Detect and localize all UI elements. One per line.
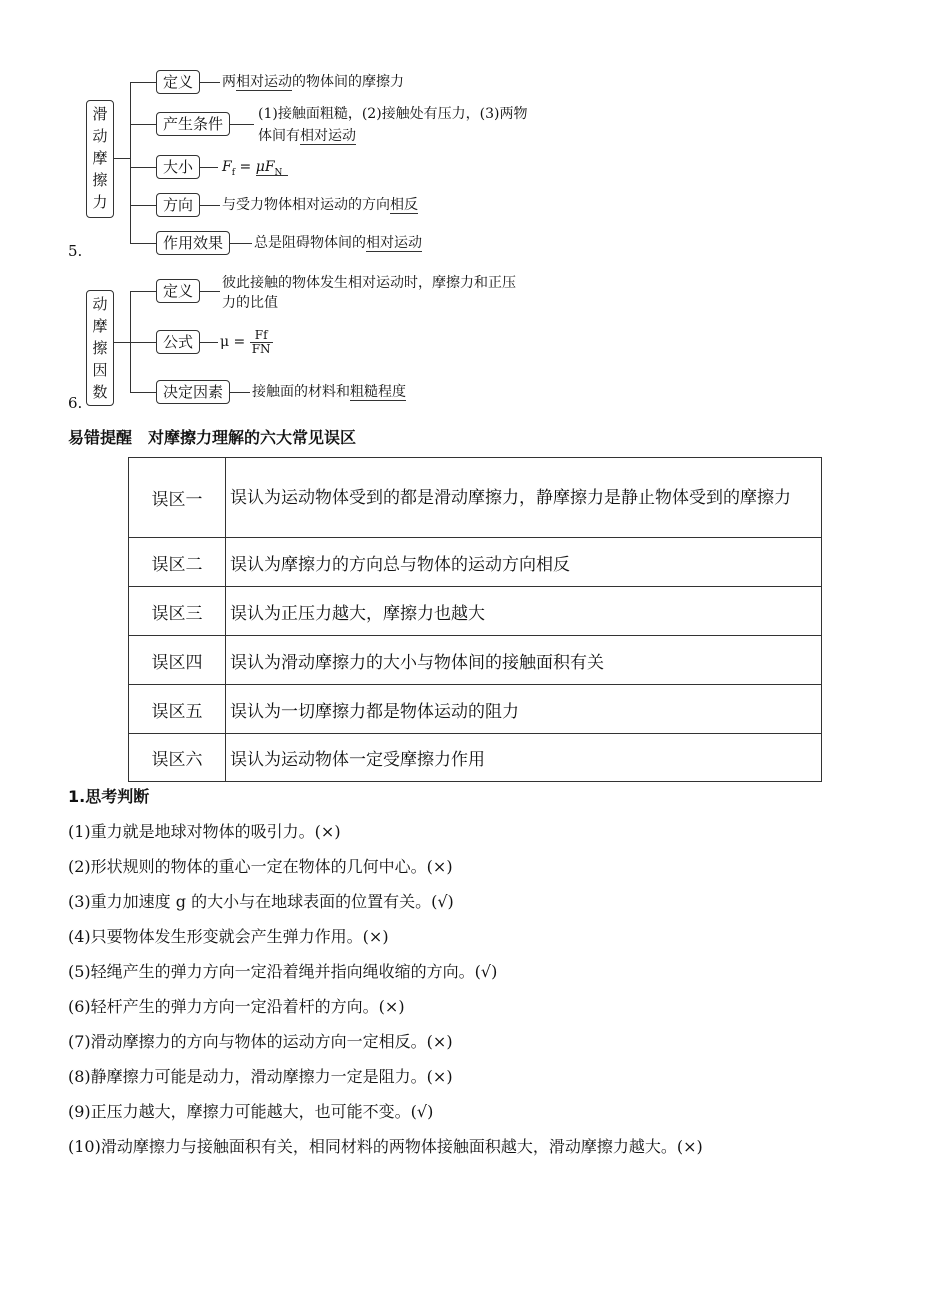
mistake-label: 误区一 [129,458,226,538]
table-row [129,636,822,685]
mistake-label: 误区二 [129,538,226,587]
branch-effect: 作用效果 [156,231,230,255]
branch-magnitude: 大小 [156,155,200,179]
mu-formula: μ = $\frac{Ff}{FN}$ [220,327,271,356]
factors-text: 接触面的材料和粗糙程度 [252,384,406,400]
conditions-text-line2: 体间有相对运动 [258,128,356,144]
table-row [129,685,822,734]
mu-definition-line2: 力的比值 [222,295,278,311]
root-box-friction-coefficient: 动 摩 擦 因 数 [86,290,114,406]
judge-item: (6)轻杆产生的弹力方向一定沿着杆的方向。(×) [68,997,405,1016]
effect-text: 总是阻碍物体间的相对运动 [254,235,422,251]
item-number-5: 5. [68,242,83,260]
conditions-text-line1: (1)接触面粗糙，(2)接触处有压力，(3)两物 [258,106,528,122]
mu-formula-denominator: FN [251,341,271,356]
magnitude-formula: $F_f = \mu F_N$ [222,157,288,184]
judge-title: 1.思考判断 [68,787,150,806]
branch-definition-mu: 定义 [156,279,200,303]
mistake-text: 误认为运动物体一定受摩擦力作用 [226,734,822,782]
judge-item: (9)正压力越大，摩擦力可能越大，也可能不变。(√) [68,1102,434,1121]
judge-item: (8)静摩擦力可能是动力，滑动摩擦力一定是阻力。(×) [68,1067,453,1086]
root-box-sliding-friction: 滑 动 摩 擦 力 [86,100,114,218]
branch-factors: 决定因素 [156,380,230,404]
table-row [129,458,822,538]
table-row [129,734,822,782]
mistake-label: 误区三 [129,587,226,636]
mu-definition-line1: 彼此接触的物体发生相对运动时，摩擦力和正压 [222,275,516,291]
judge-item: (10)滑动摩擦力与接触面积有关，相同材料的两物体接触面积越大，滑动摩擦力越大。(×) [68,1137,703,1156]
mistake-label: 误区五 [129,685,226,734]
table-row [129,587,822,636]
judge-item: (1)重力就是地球对物体的吸引力。(×) [68,822,341,841]
branch-definition: 定义 [156,70,200,94]
judge-item: (5)轻绳产生的弹力方向一定沿着绳并指向绳收缩的方向。(√) [68,962,498,981]
mistake-text: 误认为运动物体受到的都是滑动摩擦力，静摩擦力是静止物体受到的摩擦力 [226,458,822,538]
judge-item: (7)滑动摩擦力的方向与物体的运动方向一定相反。(×) [68,1032,453,1051]
mistake-text: 误认为一切摩擦力都是物体运动的阻力 [226,685,822,734]
mu-formula-numerator: Ff [250,329,273,343]
mistake-label: 误区四 [129,636,226,685]
branch-direction: 方向 [156,193,200,217]
table-row [129,538,822,587]
direction-text: 与受力物体相对运动的方向相反 [222,197,418,213]
mistakes-heading: 易错提醒 对摩擦力理解的六大常见误区 [68,428,357,447]
mistake-text: 误认为正压力越大，摩擦力也越大 [226,587,822,636]
item-number-6: 6. [68,394,83,412]
mistakes-table [128,457,822,782]
judge-item: (4)只要物体发生形变就会产生弹力作用。(×) [68,927,389,946]
mistake-text: 误认为滑动摩擦力的大小与物体间的接触面积有关 [226,636,822,685]
definition-text: 两相对运动的物体间的摩擦力 [222,74,404,90]
judge-item: (3)重力加速度 g 的大小与在地球表面的位置有关。(√) [68,892,454,911]
branch-conditions: 产生条件 [156,112,230,136]
mistake-text: 误认为摩擦力的方向总与物体的运动方向相反 [226,538,822,587]
mistake-label: 误区六 [129,734,226,782]
judge-item: (2)形状规则的物体的重心一定在物体的几何中心。(×) [68,857,453,876]
branch-formula: 公式 [156,330,200,354]
